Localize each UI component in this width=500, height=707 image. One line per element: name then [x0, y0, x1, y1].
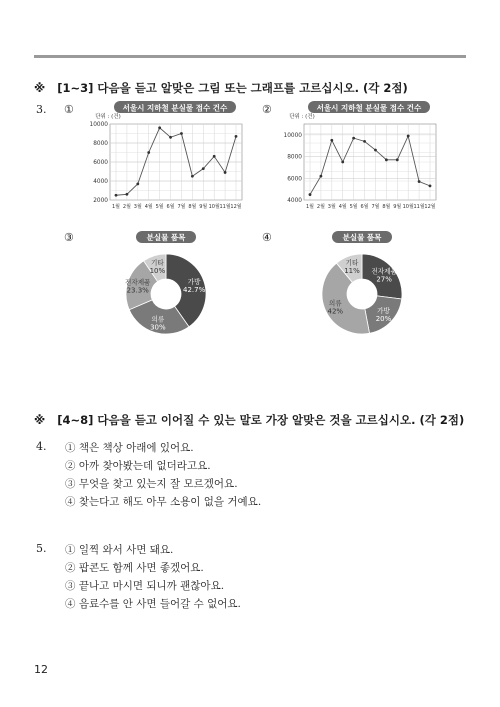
data-point — [191, 175, 194, 178]
x-tick-label: 12월 — [230, 204, 242, 210]
slice-label: 전자제품 — [371, 267, 397, 276]
slice-label: 의류 — [328, 299, 342, 308]
slice-label: 기타 — [151, 258, 164, 267]
data-point — [352, 137, 355, 140]
slice-label: 가방 — [377, 307, 390, 316]
data-point — [158, 126, 161, 129]
line-chart-option-2 — [272, 100, 442, 218]
slice-value-label: 42.7% — [183, 286, 206, 295]
data-point — [136, 182, 139, 185]
x-tick-label: 2월 — [316, 204, 325, 210]
slice-value-label: 11% — [344, 267, 360, 276]
chart-title: 분실물 품목 — [342, 233, 382, 242]
chart-title: 분실물 품목 — [146, 233, 186, 242]
section-1-instruction — [34, 80, 408, 96]
x-tick-label: 11월 — [413, 204, 425, 210]
y-tick-label: 4000 — [287, 198, 302, 204]
q5-option-1[interactable]: ① 일찍 와서 사면 돼요. — [65, 544, 174, 556]
x-tick-label: 6월 — [360, 204, 369, 210]
slice-value-label: 20% — [375, 315, 392, 324]
x-tick-label: 11월 — [219, 204, 231, 210]
slice-value-label: 10% — [149, 266, 166, 275]
reference-mark: ※ — [34, 81, 46, 95]
line-chart-option-1 — [78, 100, 248, 218]
question-5-number: 5. — [36, 542, 47, 555]
data-point — [418, 180, 421, 183]
question-4-number: 4. — [36, 440, 47, 453]
slice-value-label: 23.3% — [126, 286, 149, 295]
x-tick-label: 8월 — [188, 204, 197, 210]
data-point — [396, 158, 399, 161]
option-3-marker[interactable]: ③ — [64, 231, 74, 244]
slice-value-label: 27% — [376, 275, 392, 284]
x-tick-label: 4월 — [338, 204, 347, 210]
section-1-text: [1~3] 다음을 듣고 알맞은 그림 또는 그래프를 고르십시오. (각 2점) — [57, 81, 408, 95]
question-3-number: 3. — [36, 103, 47, 116]
x-tick-label: 9월 — [393, 204, 402, 210]
data-point — [320, 175, 323, 178]
data-point — [429, 184, 432, 187]
x-tick-label: 1월 — [111, 204, 121, 210]
q4-option-1[interactable]: ① 책은 책상 아래에 있어요. — [65, 442, 194, 454]
data-point — [213, 155, 216, 158]
x-tick-label: 3월 — [133, 204, 142, 210]
donut-chart-option-3 — [110, 228, 222, 340]
data-point — [169, 136, 172, 139]
y-tick-label: 10000 — [283, 132, 302, 139]
y-tick-label: 4000 — [93, 179, 108, 185]
y-tick-label: 6000 — [93, 160, 108, 166]
data-point — [309, 193, 312, 196]
x-tick-label: 3월 — [327, 204, 336, 210]
x-tick-label: 4월 — [144, 204, 153, 210]
q5-option-3[interactable]: ③ 끝나고 마시면 되니까 괜찮아요. — [65, 580, 225, 592]
section-2-text: [4~8] 다음을 듣고 이어질 수 있는 말로 가장 알맞은 것을 고르십시오. (각 2점) — [57, 413, 465, 427]
x-tick-label: 8월 — [382, 204, 391, 210]
y-tick-label: 8000 — [287, 154, 302, 161]
slice-label: 기타 — [345, 259, 359, 268]
donut-chart-option-4 — [306, 228, 418, 340]
slice-label: 가방 — [187, 278, 201, 287]
q4-option-4[interactable]: ④ 찾는다고 해도 아무 소용이 없을 거예요. — [65, 496, 262, 508]
y-tick-label: 6000 — [287, 176, 302, 183]
chart-unit-label: 단위 : (건) — [95, 114, 121, 120]
q5-option-2[interactable]: ② 팝콘도 함께 사면 좋겠어요. — [65, 562, 204, 574]
slice-label: 전자제품 — [124, 278, 151, 287]
x-tick-label: 5월 — [155, 204, 164, 210]
x-tick-label: 10월 — [402, 204, 414, 210]
option-2-marker[interactable]: ② — [262, 103, 272, 116]
chart-unit-label: 단위 : (건) — [289, 114, 315, 120]
data-point — [147, 151, 150, 154]
x-tick-label: 1월 — [305, 204, 315, 210]
data-point — [407, 135, 410, 138]
data-point — [374, 149, 377, 152]
q4-option-2[interactable]: ② 아까 찾아봤는데 없더라고요. — [65, 460, 211, 472]
page-number: 12 — [34, 663, 48, 676]
data-point — [363, 140, 366, 143]
y-tick-label: 2000 — [93, 198, 108, 204]
x-tick-label: 7월 — [177, 204, 186, 210]
chart-title: 서울시 지하철 분실물 접수 건수 — [122, 103, 228, 113]
q5-option-4[interactable]: ④ 음료수를 안 사면 들어갈 수 없어요. — [65, 598, 241, 610]
y-tick-label: 10000 — [89, 122, 108, 128]
x-tick-label: 9월 — [199, 204, 208, 210]
x-tick-label: 2월 — [122, 204, 131, 210]
x-tick-label: 5월 — [349, 204, 358, 210]
q4-option-3[interactable]: ③ 무엇을 찾고 있는지 잘 모르겠어요. — [65, 478, 238, 490]
data-point — [202, 167, 205, 170]
x-tick-label: 6월 — [166, 204, 175, 210]
option-1-marker[interactable]: ① — [64, 103, 74, 116]
y-tick-label: 8000 — [93, 141, 108, 147]
data-point — [126, 193, 129, 196]
top-rule — [34, 55, 466, 58]
data-point — [180, 132, 183, 135]
x-tick-label: 7월 — [371, 204, 380, 210]
x-tick-label: 12월 — [424, 204, 436, 210]
data-point — [341, 161, 344, 164]
reference-mark: ※ — [34, 413, 46, 427]
chart-title: 서울시 지하철 분실물 접수 건수 — [316, 103, 422, 113]
slice-value-label: 30% — [150, 323, 166, 332]
data-point — [224, 171, 227, 174]
data-point — [385, 158, 388, 161]
slice-value-label: 42% — [327, 307, 344, 316]
data-point — [235, 135, 238, 138]
option-4-marker[interactable]: ④ — [262, 231, 272, 244]
data-point — [330, 139, 333, 142]
slice-label: 의류 — [151, 315, 165, 324]
data-point — [115, 194, 118, 197]
x-tick-label: 10월 — [208, 204, 220, 210]
section-2-instruction — [34, 412, 464, 428]
